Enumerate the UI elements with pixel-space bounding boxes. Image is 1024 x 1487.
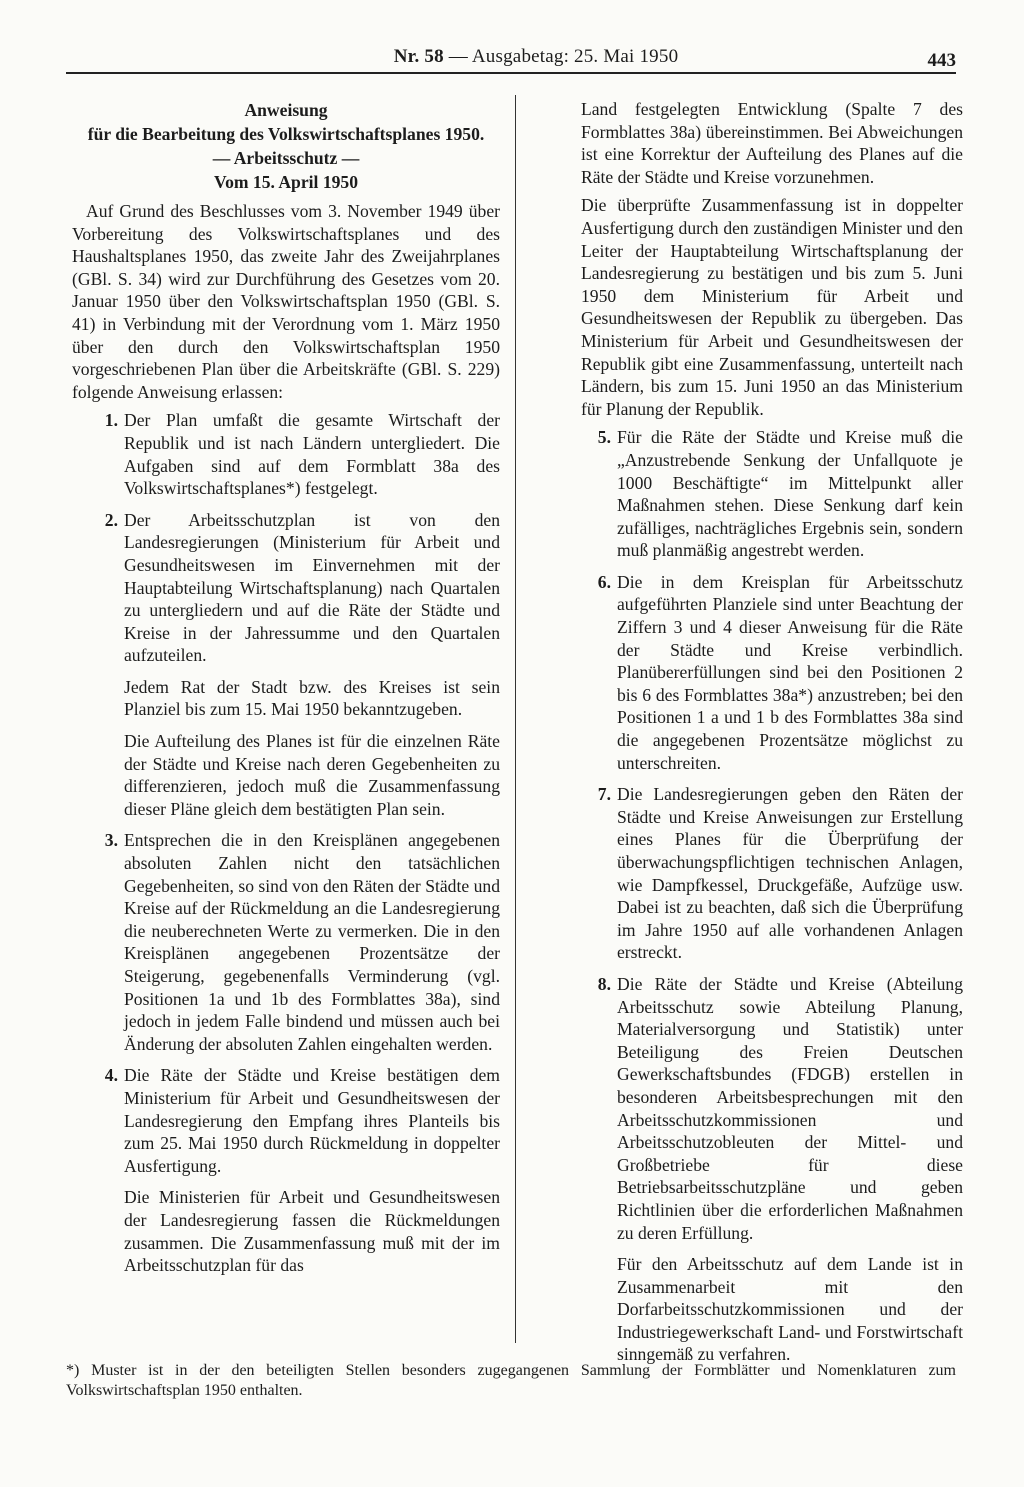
item-sub-paragraph: Die Ministerien für Arbeit und Gesundheitswesen der Landesregierung fassen die Rückmeldungen zusammen. Die Zusammenfassung muß mit der im Arbeitsschutzplan für das — [124, 1187, 500, 1276]
item-number: 7. — [597, 784, 611, 805]
issue-date: Ausgabetag: 25. Mai 1950 — [471, 46, 679, 67]
page-number: 443 — [927, 50, 956, 71]
right-column — [565, 98, 963, 1375]
left-column — [72, 98, 500, 1286]
header-issue-line — [326, 46, 746, 68]
document-title — [72, 98, 500, 194]
item-text: Entsprechen die in den Kreisplänen angegebenen absoluten Zahlen nicht den tatsächlichen Gegebenheiten, so sind von den Räten der Städte und Kreise auf der Rückmeldung an die Landesregierung die neuberechneten Werte zu vermerken. Die in den Kreisplänen angegebenen Prozentsätze der Steigerung, gegebenenfalls Verminderung (vgl. Positionen 1a und 1b des Formblattes 38a), sind jedoch in jedem Falle bindend und müssen auch bei Änderung der absoluten Zahlen eingehalten werden. — [124, 830, 500, 1054]
item-sub-paragraph: Für den Arbeitsschutz auf dem Lande ist in Zusammenarbeit mit den Dorfarbeitsschutzkommissionen und der Industriegewerkschaft Land- und Forstwirtschaft sinngemäß zu verfahren. — [617, 1254, 963, 1365]
list-item — [565, 571, 963, 774]
summary-paragraph: Die überprüfte Zusammenfassung ist in doppelter Ausfertigung durch den zuständigen Minister und den Leiter der Hauptabteilung Wirtschaftsplanung der Landesregierung zu bestätigen und bis zum 5. Juni 1950 dem Ministerium für Arbeit und Gesundheitswesen der Republik zu übergeben. Das Ministerium für Arbeit und Gesundheitswesen der Republik gibt eine Zusammenfassung, unterteilt nach Ländern, bis zum 15. Juni 1950 an das Ministerium für Planung der Republik. — [581, 195, 963, 419]
issue-number: Nr. 58 — [393, 46, 444, 67]
item-text: Für die Räte der Städte und Kreise muß die „Anzustrebende Senkung der Unfallquote je 1000 Beschäftigte“ im Mittelpunkt aller Maßnahmen stehen. Diese Senkung darf kein zufälliges, nachträgliches Ergebnis sein, sondern muß planmäßig angestrebt werden. — [617, 427, 963, 561]
list-item — [72, 409, 500, 499]
item-number: 3. — [104, 830, 118, 851]
list-item — [565, 973, 963, 1244]
item-sub-paragraph: Jedem Rat der Stadt bzw. des Kreises ist sein Planziel bis zum 15. Mai 1950 bekanntzugeben. — [124, 676, 500, 720]
continuation-paragraph: Land festgelegten Entwicklung (Spalte 7 des Formblattes 38a) übereinstimmen. Bei Abweichungen ist eine Korrektur der Aufteilung des Planes auf die Räte der Städte und Kreise vorzunehmen. — [581, 99, 963, 187]
item-text: Die in dem Kreisplan für Arbeitsschutz aufgeführten Planziele sind unter Beachtung der Ziffern 3 und 4 dieser Anweisung für die Räte der Städte und Kreise verbindlich. Planübererfüllungen sind bei den Positionen 2 bis 6 des Formblattes 38a*) anzustreben; bei den Positionen 1 a und 1 b des Formblattes 38a sind die angegebenen Prozentsätze möglichst zu unterschreiten. — [617, 571, 963, 773]
item-number: 8. — [597, 973, 611, 994]
list-item — [565, 783, 963, 964]
column-divider — [515, 95, 516, 1343]
item-text: Die Landesregierungen geben den Räten der Städte und Kreise Anweisungen zur Erstellung eines Planes für die Überprüfung der überwachungspflichtigen technischen Anlagen, wie Dampfkessel, Druckgefäße, Aufzüge usw. Dabei ist zu beachten, daß sich die Überprüfung im Jahre 1950 auf alle vorhandenen Anlagen erstreckt. — [617, 784, 963, 963]
intro-paragraph: Auf Grund des Beschlusses vom 3. November 1949 über Vorbereitung des Volkswirtschaftsplanes und des Haushaltsplanes 1950, das zweite Jahr des Zweijahrplanes (GBl. S. 34) wird zur Durchführung des Gesetzes vom 20. Januar 1950 über den Volkswirtschaftsplan 1950 (GBl. S. 41) in Verbindung mit der Verordnung vom 1. März 1950 über den durch den Volkswirtschaftsplan 1950 vorgeschriebenen Plan über die Arbeitskräfte (GBl. S. 229) folgende Anweisung erlassen: — [72, 201, 500, 402]
item-number: 5. — [597, 427, 611, 448]
item-number: 2. — [104, 509, 118, 530]
page-header — [66, 46, 956, 74]
item-number: 4. — [104, 1065, 118, 1086]
item-text: Der Arbeitsschutzplan ist von den Landesregierungen (Ministerium für Arbeit und Gesundheitswesen im Einvernehmen mit der Hauptabteilung Wirtschaftsplanung) nach Quartalen zu untergliedern und auf die Räte der Städte und Kreise in der Jahressumme und den Quartalen aufzuteilen. — [124, 509, 500, 666]
item-number: 6. — [597, 571, 611, 592]
item-text: Der Plan umfaßt die gesamte Wirtschaft der Republik und ist nach Ländern untergliedert. Die Aufgaben sind auf dem Formblatt 38a des Volkswirtschaftsplanes*) festgelegt. — [124, 410, 500, 499]
list-item — [72, 509, 500, 667]
list-item — [72, 829, 500, 1055]
title-line-3: — Arbeitsschutz — — [212, 148, 360, 168]
list-item — [565, 426, 963, 562]
item-text: Die Räte der Städte und Kreise bestätigen dem Ministerium für Arbeit und Gesundheitswesen der Landesregierung den Empfang ihres Planteils bis zum 25. Mai 1950 durch Rückmeldung in doppelter Ausfertigung. — [124, 1065, 500, 1176]
header-separator: — — [448, 46, 468, 67]
list-item — [72, 1064, 500, 1177]
title-line-1: Anweisung — [244, 100, 328, 120]
title-line-4: Vom 15. April 1950 — [213, 172, 359, 192]
footnote: *) Muster ist in der den beteiligten Stellen besonders zugegangenen Sammlung der Formblätter und Nomenklaturen zum Volkswirtschaftsplan 1950 enthalten. — [66, 1362, 956, 1399]
item-text: Die Räte der Städte und Kreise (Abteilung Arbeitsschutz sowie Abteilung Planung, Materialversorgung und Statistik) unter Beteiligung des Freien Deutschen Gewerkschaftsbundes (FDGB) erstellen in besonderen Arbeitsbesprechungen mit den Arbeitsschutzkommissionen und Arbeitsschutzobleuten der Mittel- und Großbetriebe für diese Betriebsarbeitsschutzpläne und geben Richtlinien über die erforderlichen Maßnahmen zu deren Erfüllung. — [617, 973, 963, 1243]
title-line-2: für die Bearbeitung des Volkswirtschaftsplanes 1950. — [87, 124, 485, 144]
item-sub-paragraph: Die Aufteilung des Planes ist für die einzelnen Räte der Städte und Kreise nach deren Gegebenheiten zu differenzieren, jedoch muß die Zusammenfassung dieser Pläne gleich dem bestätigten Plan sein. — [124, 731, 500, 819]
item-number: 1. — [104, 410, 118, 431]
